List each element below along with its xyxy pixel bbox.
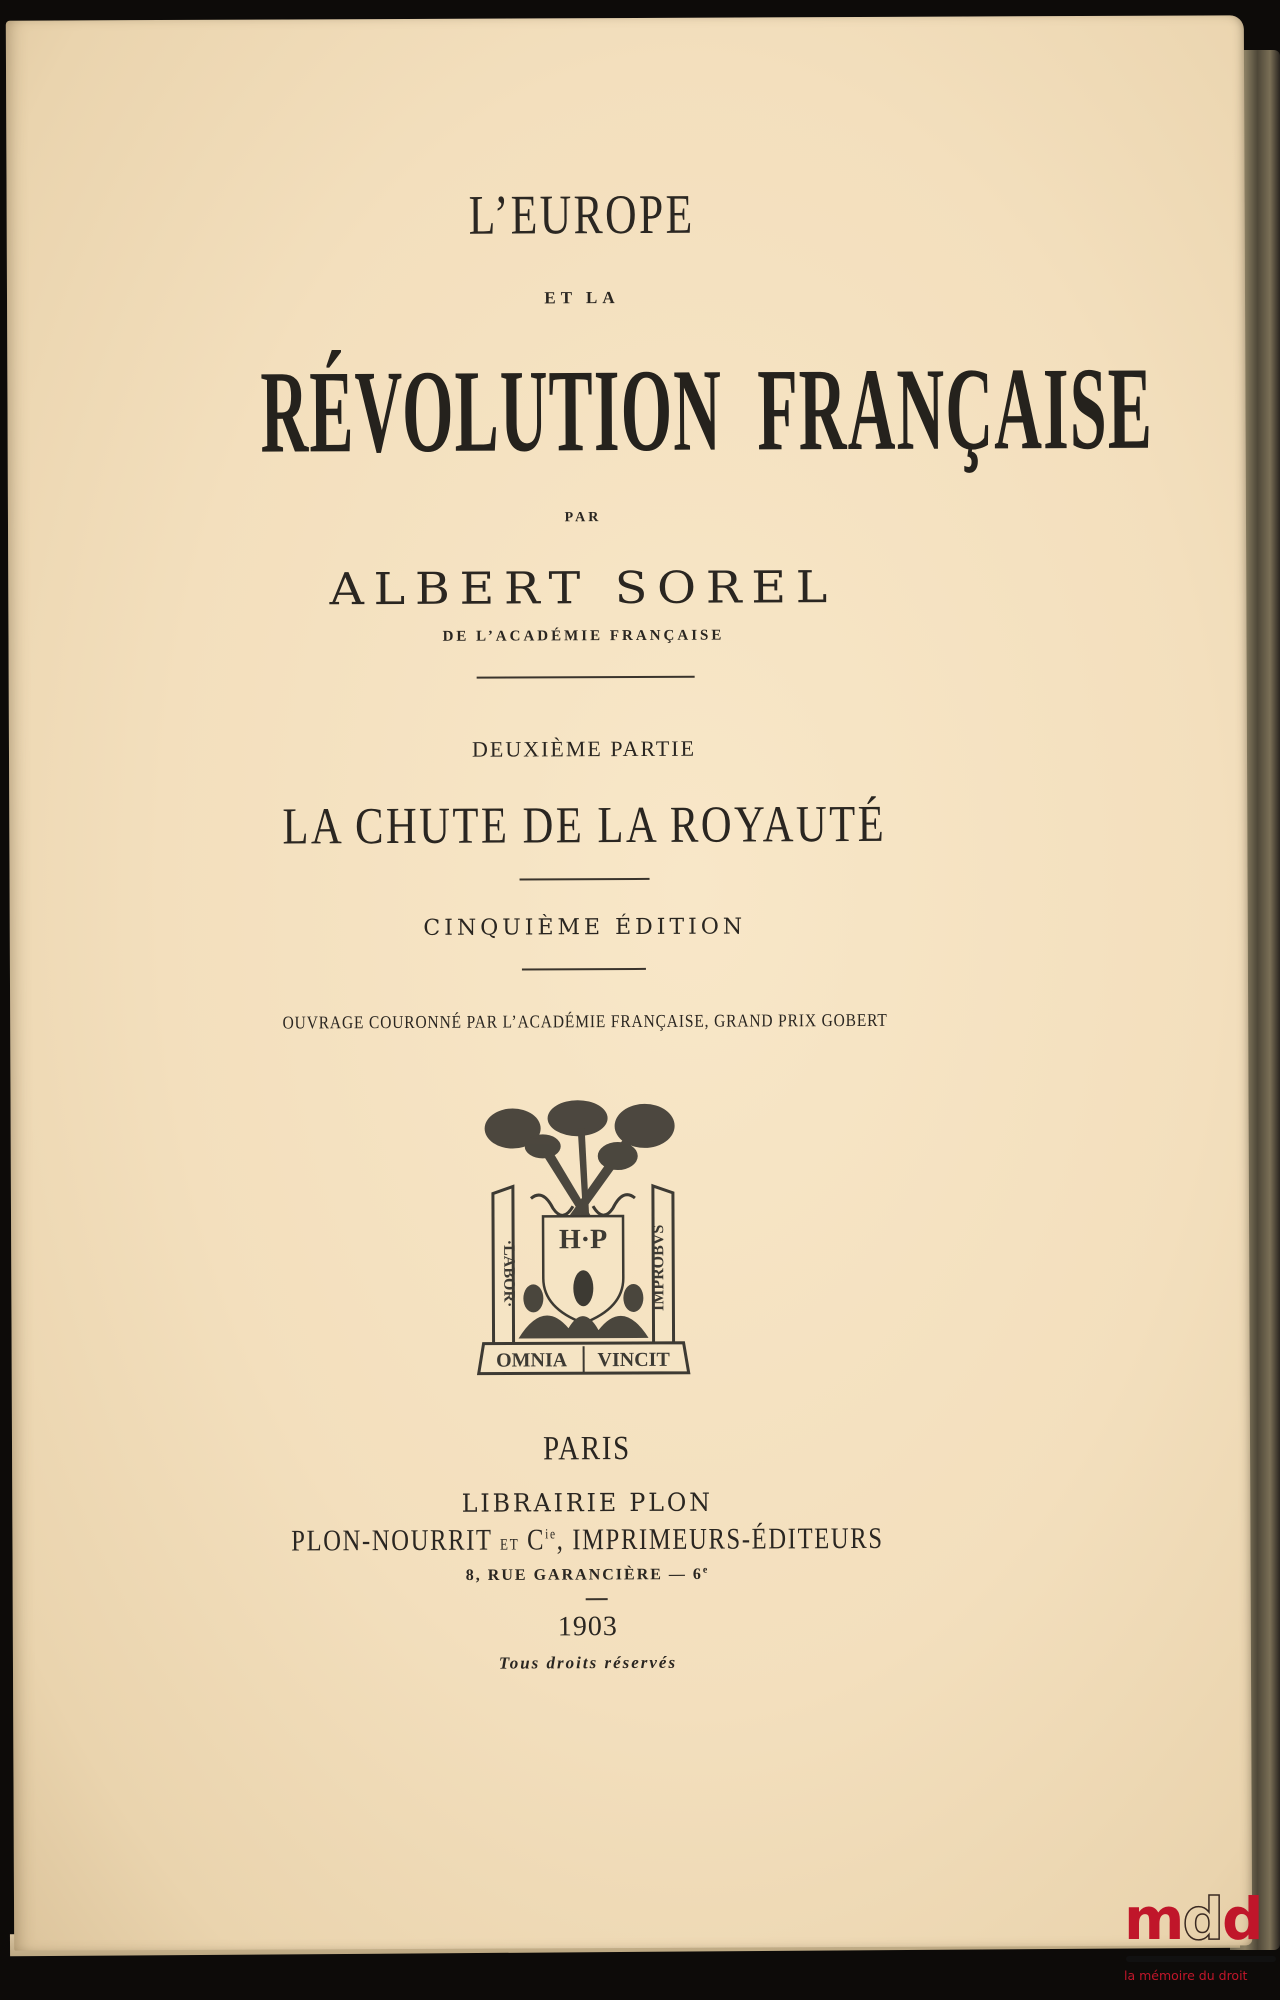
title-line-2: RÉVOLUTION FRANÇAISE xyxy=(260,342,1154,478)
by-label: PAR xyxy=(564,510,602,526)
publisher-emblem-icon xyxy=(473,1098,694,1379)
printer-name: PLON-NOURRIT xyxy=(291,1523,493,1558)
printer-co: C xyxy=(527,1523,546,1557)
logo-tagline: la mémoire du droit xyxy=(1124,1968,1248,1983)
author-name: ALBERT SOREL xyxy=(329,562,838,616)
svg-text:H·P: H·P xyxy=(558,1224,608,1256)
svg-text:OMNIA: OMNIA xyxy=(496,1349,568,1372)
award-note: OUVRAGE COURONNÉ PAR L’ACADÉMIE FRANÇAISE, GRAND PRIX GOBERT xyxy=(282,1009,888,1033)
mdd-logo-icon: mdd xyxy=(1124,1885,1262,1953)
subtitle: LA CHUTE DE LA ROYAUTÉ xyxy=(282,795,887,856)
publication-year: 1903 xyxy=(557,1611,618,1643)
title-connector: ET LA xyxy=(544,288,620,308)
imprint-publisher: LIBRAIRIE PLON xyxy=(461,1487,713,1518)
imprint-printer xyxy=(116,1521,1059,1559)
title-page-content xyxy=(6,16,1156,1673)
logo-underline xyxy=(1126,1956,1276,1962)
divider-rule xyxy=(522,968,646,971)
author-affiliation: DE L’ACADÉMIE FRANÇAISE xyxy=(442,627,725,645)
address-sup: e xyxy=(702,1564,710,1576)
svg-text:VINCIT: VINCIT xyxy=(597,1348,670,1372)
title-page xyxy=(6,15,1252,1950)
svg-text:IMPROBVS: IMPROBVS xyxy=(650,1224,668,1312)
address-text: 8, RUE GARANCIÈRE — 6 xyxy=(465,1566,703,1585)
printer-et: ET xyxy=(499,1536,520,1554)
printer-role: , IMPRIMEURS-ÉDITEURS xyxy=(556,1521,884,1557)
edition-label: CINQUIÈME ÉDITION xyxy=(423,914,747,941)
printer-co-sup: ie xyxy=(545,1527,557,1543)
divider-rule xyxy=(477,676,695,679)
title-line-1: L’EUROPE xyxy=(468,183,695,247)
part-label: DEUXIÈME PARTIE xyxy=(471,735,697,762)
divider-rule xyxy=(586,1598,608,1600)
imprint-address xyxy=(13,1563,1163,1587)
imprint-place: PARIS xyxy=(543,1429,631,1468)
divider-rule xyxy=(520,878,650,881)
rights-notice: Tous droits réservés xyxy=(498,1652,678,1673)
mdd-watermark-logo xyxy=(1120,1885,1280,2000)
svg-text:·LABOR·: ·LABOR· xyxy=(500,1239,518,1308)
